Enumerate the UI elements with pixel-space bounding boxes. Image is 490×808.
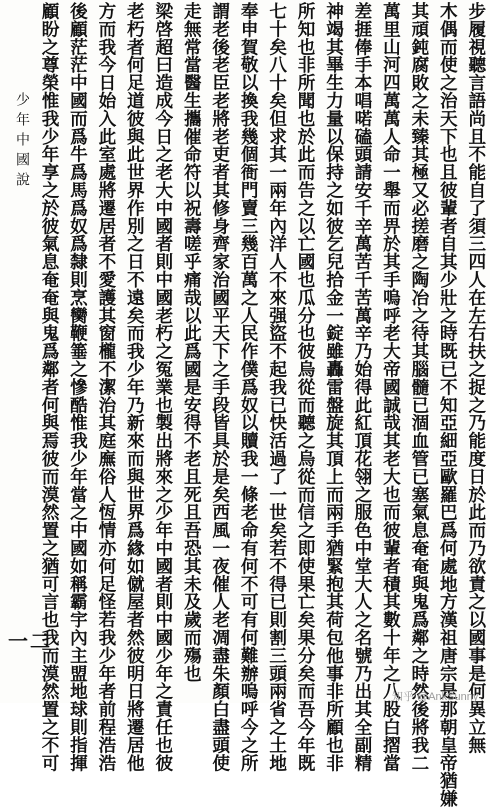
running-title: 少年中國說 (14, 92, 30, 192)
text-column: 其頑鈍腐敗之未臻其極又必搓磨之陶冶之待其腦髓已涸血管已塞氣息奄奄與鬼爲鄰之時然後將我二 (408, 2, 430, 772)
text-column: 木偶而使之治天下也且彼輩者自其少壯之時既已不知亞細亞歐羅巴爲何處地方漢祖唐宗是那朝皇帝猶嫌 (437, 2, 459, 808)
text-column: 顧盼之尊榮惟我少年享之於彼氣息奄奄與鬼爲鄰者何與焉彼而漠然置之猶可言也我而漠然置之不可 (39, 2, 60, 772)
text-column: 奉申賀敬以換我幾個衙門賣三幾百萬之人民作僕爲奴以贖我一條老命有何不可有何難辦嗚呼今之所 (238, 2, 260, 772)
text-column: 走無常當醫生攜催命符以祝壽嗟乎痛哉以此爲國是安得不老且死且吾恐其未及歲而殤也 (181, 2, 203, 683)
text-column: 差捱俸手本唱喏磕頭請安千辛萬苦千苦萬辛乃始得此紅頂花翎之服色中堂大人之名號乃出其全副精 (351, 2, 373, 772)
text-column: 所知也非所聞也於此而告之以亡國也瓜分也彼烏從而聽之烏從而信之即使果亡矣果分矣而吾今年既 (295, 2, 317, 772)
text-column: 謂老後老臣老將老吏者其修身齊家治國平天下之手段皆具於是矣西風一夜催人老凋盡朱顏白盡頭使 (209, 2, 231, 772)
text-column: 步履視聽言語尚且不能自了須三四人在左右扶之捉之乃能度日於此而乃欲責之以國事是何異立無 (465, 2, 487, 754)
text-column: 後顧茫茫中國而爲牛爲馬爲奴爲隸則烹臠鞭箠之慘酷惟我少年當之中國如稱霸宇內主盟地球則指揮 (67, 2, 89, 772)
text-column: 老朽者何足道彼與此世界作別之日不遠矣而我少年乃新來而與世界爲緣如僦屋者然彼明日將遷居他 (124, 2, 146, 772)
text-column: 神竭其畢生力量以保持之如彼乞兒拾金一錠雖轟雷盤旋其頂上而兩手猶緊抱其荷包他事非所顧也非 (323, 2, 345, 772)
text-column: 萬里山河四萬萬人命一舉而畀於其手嗚呼老大帝國誠哉其老大也而彼輩者積其數十年之八股白摺當 (380, 2, 402, 772)
watermark: 知乎 @AnkSunny (392, 691, 479, 703)
page-number: 一二 (8, 629, 52, 653)
text-column: 梁啓超曰造成今日之老大中國者則中國老朽之冤業也製出將來之少年中國者則中國少年之責任也彼 (152, 2, 174, 772)
text-column: 七十矣八十矣但求其一兩年內洋人不來强盜不起我已快活過了一世矣若不得已則割三頭兩省之土地 (266, 2, 288, 772)
text-column: 方而我今日始入此室處將遷居者不愛護其窗櫳不潔治其庭廡俗人恆情亦何足怪若我少年者前程浩浩 (95, 2, 117, 772)
